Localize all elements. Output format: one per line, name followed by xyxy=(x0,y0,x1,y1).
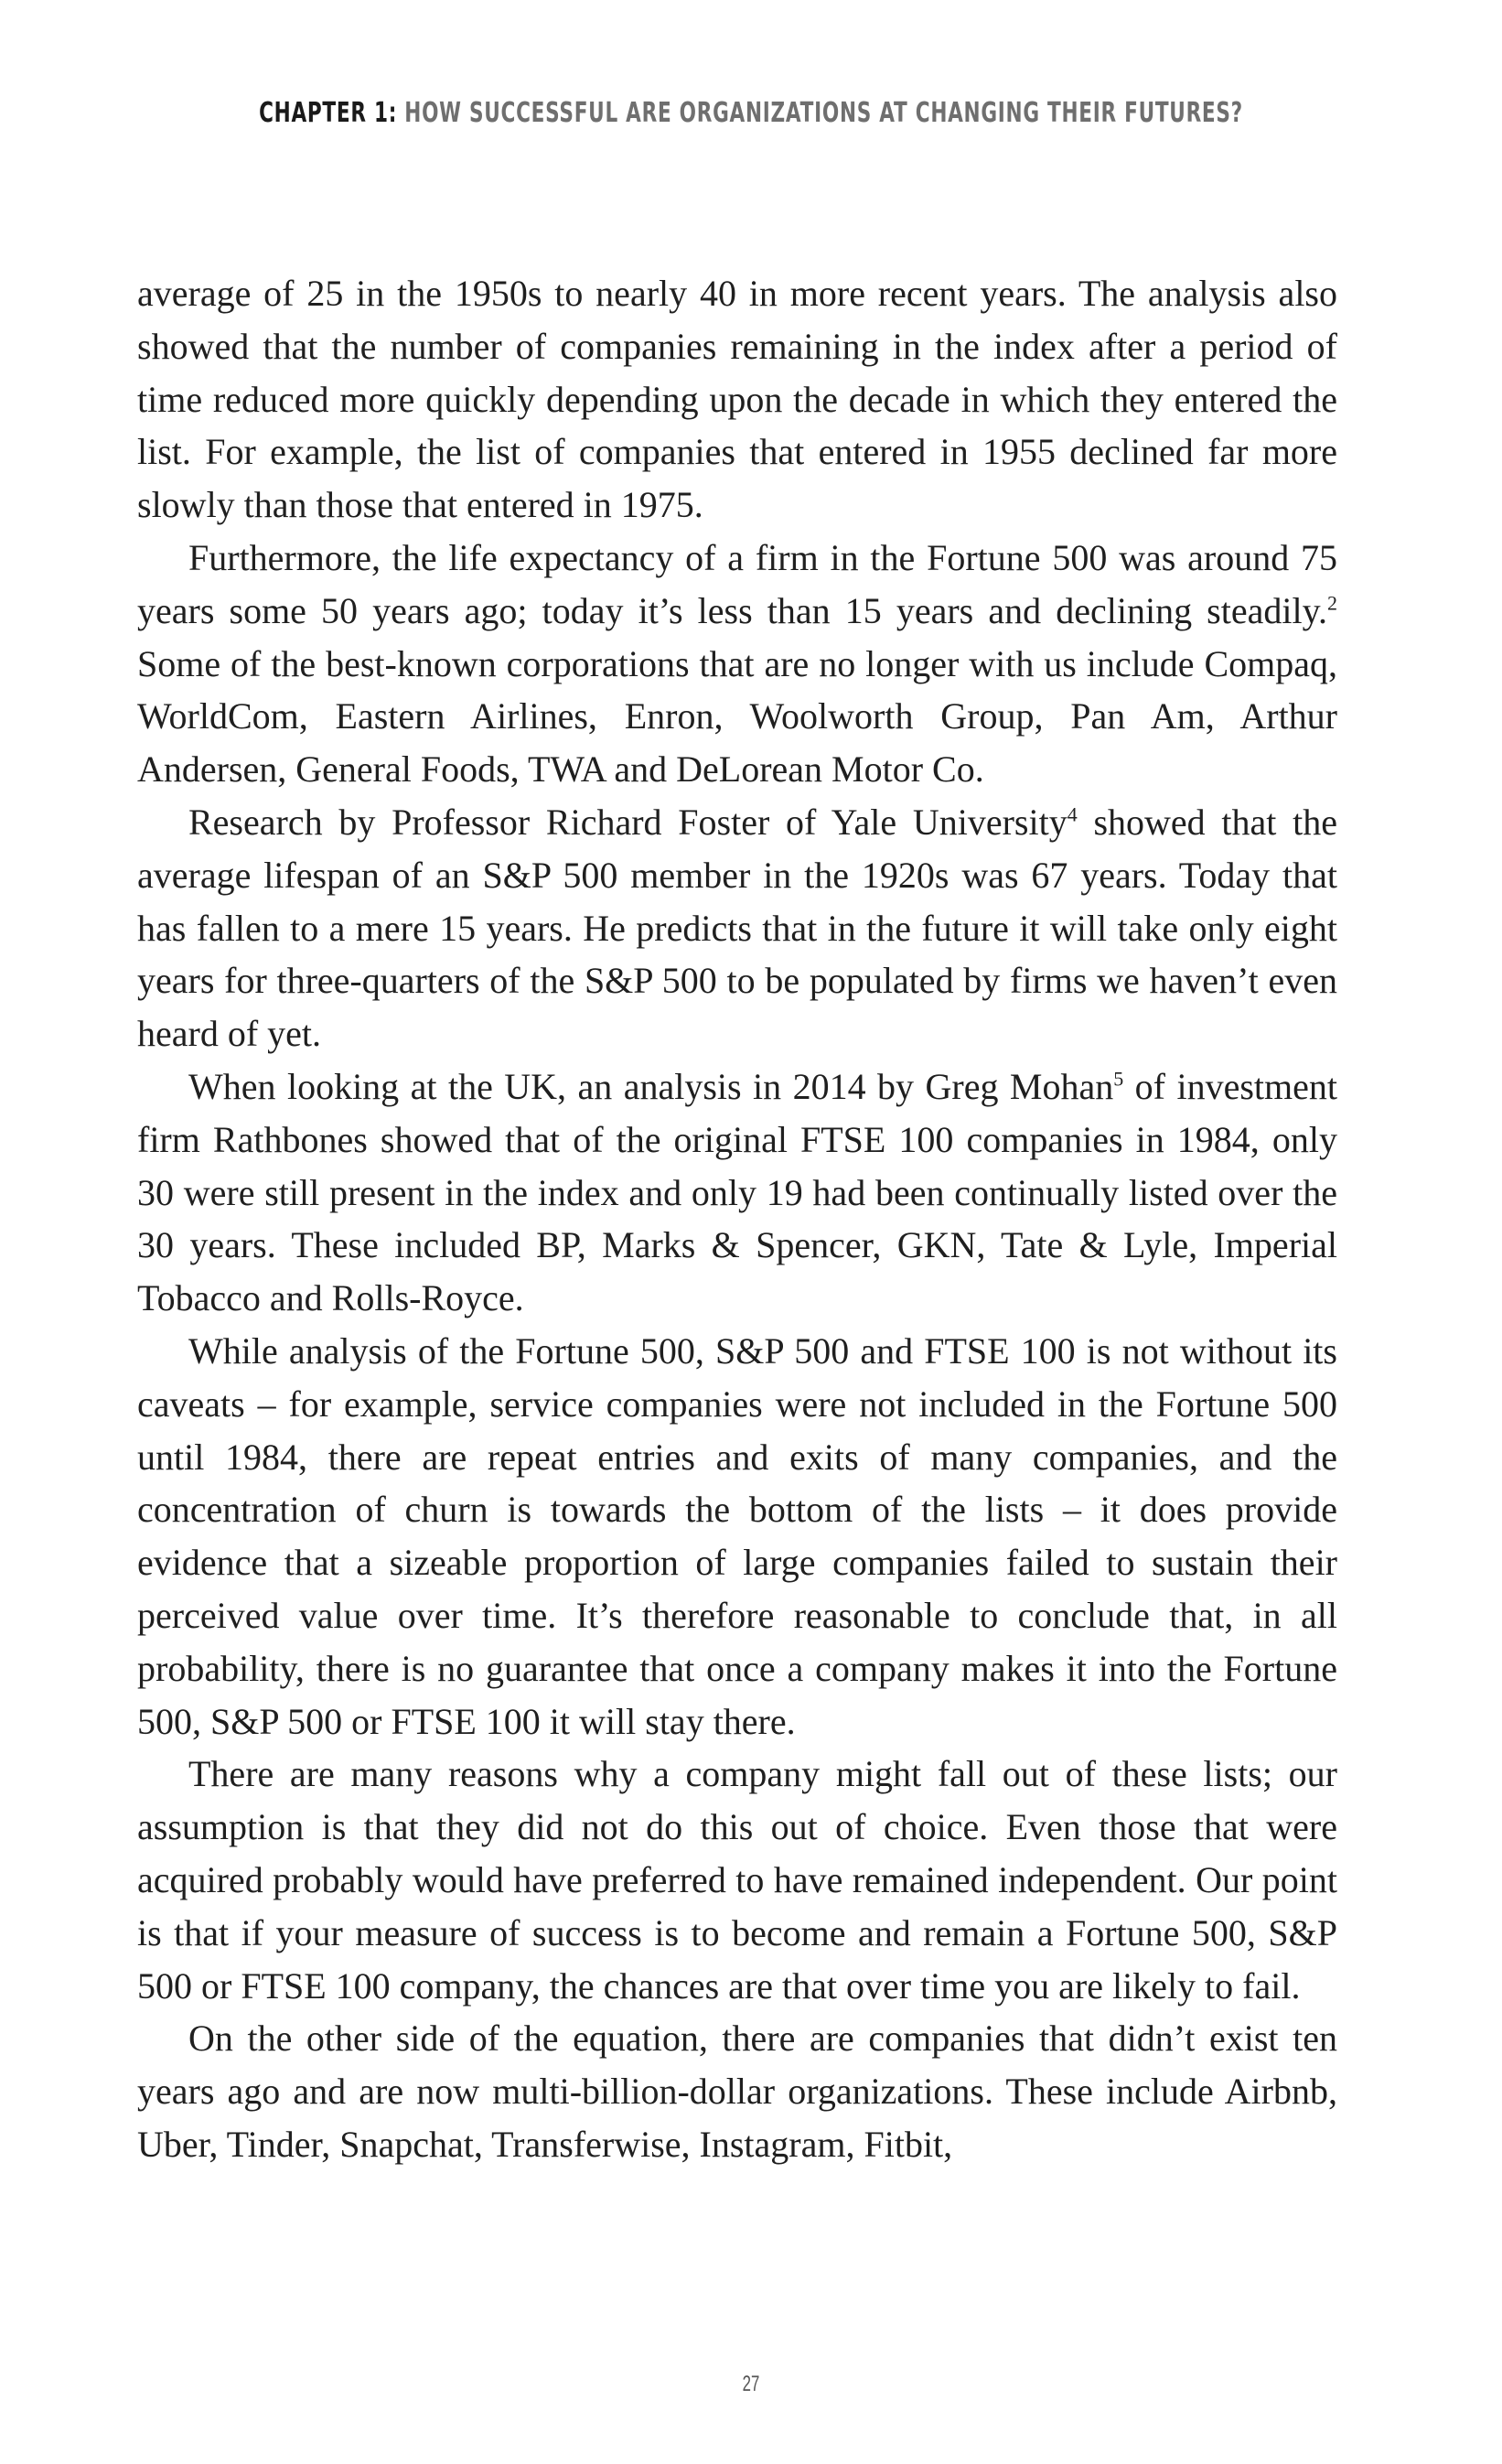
paragraph xyxy=(137,2012,1337,2170)
paragraph-text: Some of the best-known corporations that are no longer with us include Compaq, WorldCom, Eastern Airlines, Enron, Woolworth Group, Pan Am, Arthur Andersen, General Foods, TWA and DeLorean Motor Co. xyxy=(137,642,1337,791)
paragraph xyxy=(137,1748,1337,2012)
body-text xyxy=(137,267,1337,2171)
paragraph-text: Furthermore, the life expectancy of a firm in the Fortune 500 was around 75 years some 50 years ago; today it’s less than 15 years and declining steadily. xyxy=(137,536,1337,631)
paragraph-text: showed that the average lifespan of an S&P 500 member in the 1920s was 67 years. Today that has fallen to a mere 15 years. He predicts that in the future it will take only eight years for three-quarters of the S&P 500 to be populated by firms we haven’t even heard of yet. xyxy=(137,801,1337,1055)
paragraph xyxy=(137,532,1337,796)
paragraph-text: of investment firm Rathbones showed that of the original FTSE 100 companies in 1984, only 30 were still present in the index and only 19 had been continually listed over the 30 years. These included BP, Marks & Spencer, GKN, Tate & Lyle, Imperial Tobacco and Rolls-Royce. xyxy=(137,1065,1337,1319)
chapter-label: CHAPTER 1: xyxy=(259,97,405,129)
page-number: 27 xyxy=(742,2372,760,2396)
paragraph-text: On the other side of the equation, there are companies that didn’t exist ten years ago and are now multi-billion-dollar organizations. These include Airbnb, Uber, Tinder, Snapchat, Transferwise, Instagram, Fitbit, xyxy=(137,2017,1337,2165)
paragraph xyxy=(137,796,1337,1060)
paragraph-text: When looking at the UK, an analysis in 2014 by Greg Mohan xyxy=(188,1065,1114,1107)
paragraph xyxy=(137,1325,1337,1748)
paragraph-text: Research by Professor Richard Foster of Yale University xyxy=(188,801,1067,843)
footnote-marker: 4 xyxy=(1067,802,1078,826)
paragraph-text: average of 25 in the 1950s to nearly 40 in more recent years. The analysis also showed that the number of companies remaining in the index after a period of time reduced more quickly depending upon the decade in which they entered the list. For example, the list of companies that entered in 1955 declined far more slowly than those that entered in 1975. xyxy=(137,273,1337,526)
paragraph xyxy=(137,1060,1337,1325)
running-head xyxy=(210,97,1292,130)
paragraph xyxy=(137,267,1337,532)
footnote-marker: 5 xyxy=(1113,1067,1124,1091)
paragraph-text: While analysis of the Fortune 500, S&P 500 and FTSE 100 is not without its caveats – for example, service companies were not included in the Fortune 500 until 1984, there are repeat entries and exits of many companies, and the concentration of churn is towards the bottom of the lists – it does provide evidence that a sizeable proportion of large companies failed to sustain their perceived value over time. It’s therefore reasonable to conclude that, in all probability, there is no guarantee that once a company makes it into the Fortune 500, S&P 500 or FTSE 100 it will stay there. xyxy=(137,1329,1337,1742)
chapter-title: HOW SUCCESSFUL ARE ORGANIZATIONS AT CHANGING THEIR FUTURES? xyxy=(404,97,1243,129)
paragraph-text: There are many reasons why a company might fall out of these lists; our assumption is that they did not do this out of choice. Even those that were acquired probably would have preferred to have remained independent. Our point is that if your measure of success is to become and remain a Fortune 500, S&P 500 or FTSE 100 company, the chances are that over time you are likely to fail. xyxy=(137,1753,1337,2007)
footnote-marker: 2 xyxy=(1327,591,1337,615)
